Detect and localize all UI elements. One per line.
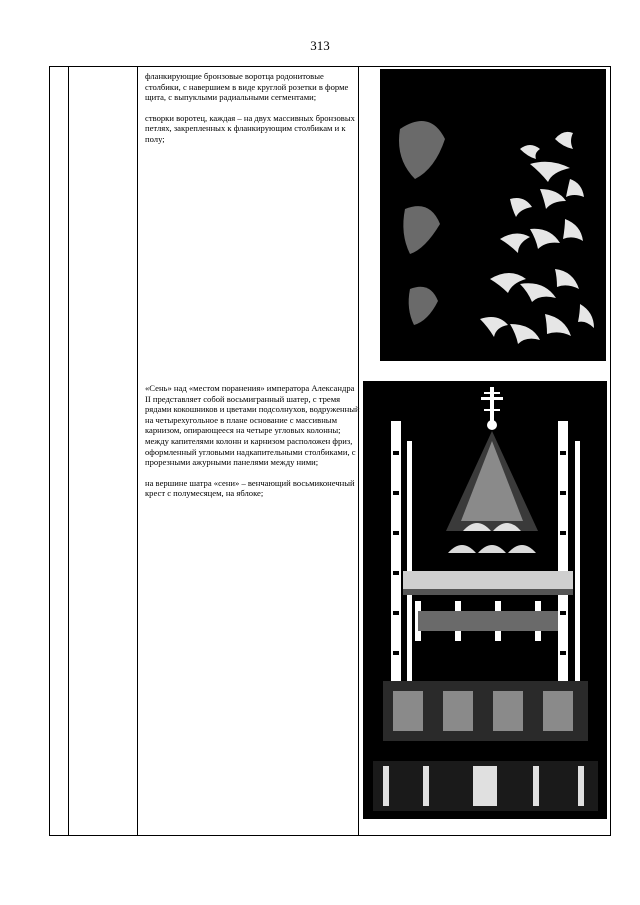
row-2-paragraph-2: на вершине шатра «сени» – венчающий восьмиконечный крест с полумесяцем, на яблоке;	[145, 477, 355, 499]
column-divider	[137, 67, 138, 835]
row-1-text	[145, 71, 360, 155]
row-1-paragraph-2: створки воротец, каждая – на двух массивных бронзовых петлях, закрепленных к фланкирующим столбикам и к полу;	[145, 112, 355, 144]
row-2-paragraph-1: «Сень» над «местом поранения» императора Александра II представляет собой восьмигранный шатер, с тремя рядами кокошников и цветами подсолнухов, водруженный на четырехугольное в плане основание с массивным карнизом, опирающееся на четыре угловых колонны; между капителями колонн и карнизом расположен фриз, оформленный угловыми надкапительными столбиками, с прорезными ажурными панелями между ними;	[145, 383, 360, 468]
gate-ornament-photo	[380, 69, 606, 361]
canopy-photo	[363, 381, 607, 819]
row-2-text	[145, 383, 360, 509]
page-number: 313	[310, 38, 330, 53]
row-1-paragraph-1: фланкирующие бронзовые воротца родонитовые столбики, с навершием в виде круглой розетки в форме щита, с выпуклыми радиальными сегментами;	[145, 71, 349, 103]
description-table	[49, 66, 611, 836]
column-divider	[68, 67, 69, 835]
